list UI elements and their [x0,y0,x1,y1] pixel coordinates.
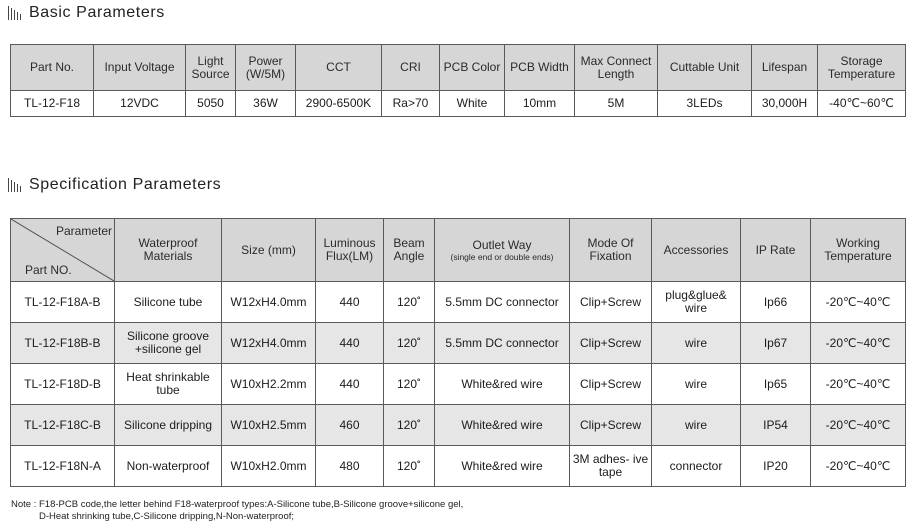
table-cell: W10xH2.2mm [222,364,316,405]
table-cell: Ra>70 [382,91,440,117]
table-cell: TL-12-F18D-B [11,364,115,405]
table-cell: 2900-6500K [296,91,382,117]
table-cell: Heat shrinkable tube [115,364,222,405]
table-cell: Clip+Screw [570,364,652,405]
header-cell: Waterproof Materials [115,219,222,282]
table-cell: Silicone groove +silicone gel [115,323,222,364]
table-row [11,323,906,364]
header-cell: Cuttable Unit [658,45,752,91]
table-cell: wire [652,405,741,446]
header-cell: IP Rate [741,219,811,282]
header-cell: Light Source [186,45,236,91]
footnote [11,499,463,523]
table-cell: White&red wire [435,364,570,405]
table-cell: TL-12-F18 [11,91,94,117]
table-cell: -20℃~40℃ [811,364,906,405]
table-cell: TL-12-F18B-B [11,323,115,364]
table-cell: connector [652,446,741,487]
table-cell: Ip67 [741,323,811,364]
table-cell: 5.5mm DC connector [435,282,570,323]
table-cell: 120˚ [384,323,435,364]
outlet-way-label: Outlet Way [472,237,532,252]
table-cell: 3LEDs [658,91,752,117]
table-cell: 5050 [186,91,236,117]
table-cell: 120˚ [384,446,435,487]
header-cell: CCT [296,45,382,91]
table-cell: Non-waterproof [115,446,222,487]
table-cell: TL-12-F18A-B [11,282,115,323]
footnote-line: D-Heat shrinking tube,C-Silicone dripping,N-Non-waterproof; [39,511,295,522]
table-row [11,282,906,323]
section-title: Specification Parameters [29,176,222,193]
table-cell: W10xH2.0mm [222,446,316,487]
table-cell: 460 [316,405,384,446]
header-cell: Luminous Flux(LM) [316,219,384,282]
table-cell: Clip+Screw [570,282,652,323]
table-cell: 3M adhes- ive tape [570,446,652,487]
header-cell: Power (W/5M) [236,45,296,91]
part-no-label: Part NO. [25,263,72,277]
outlet-way-sublabel: (single end or double ends) [450,251,554,262]
table-cell: W12xH4.0mm [222,282,316,323]
table-cell: wire [652,364,741,405]
table-cell: 120˚ [384,364,435,405]
table-cell: White [440,91,505,117]
table-cell: plug&glue& wire [652,282,741,323]
table-cell: 5.5mm DC connector [435,323,570,364]
table-cell: -20℃~40℃ [811,446,906,487]
table-cell: wire [652,323,741,364]
table-row [11,405,906,446]
table-cell: -20℃~40℃ [811,282,906,323]
header-cell: Input Voltage [94,45,186,91]
outlet-way-header [435,219,570,282]
bar-lines-icon [8,6,21,20]
table-cell: 120˚ [384,405,435,446]
table-cell: 36W [236,91,296,117]
header-cell: Max Connect Length [575,45,658,91]
header-cell: Part No. [11,45,94,91]
header-cell: PCB Color [440,45,505,91]
table-cell: 440 [316,323,384,364]
footnote-line: Note : F18-PCB code,the letter behind F18-waterproof types:A-Silicone tube,B-Silicone groove+silicone gel, [11,499,464,510]
header-cell: Accessories [652,219,741,282]
table-cell: TL-12-F18C-B [11,405,115,446]
table-cell: IP54 [741,405,811,446]
header-cell: Size (mm) [222,219,316,282]
table-row [11,364,906,405]
table-cell: -40℃~60℃ [818,91,906,117]
section-title: Basic Parameters [29,4,165,21]
table-cell: Clip+Screw [570,323,652,364]
basic-parameters-table [10,44,906,117]
table-cell: 480 [316,446,384,487]
table-cell: Ip66 [741,282,811,323]
table-cell: Silicone dripping [115,405,222,446]
header-cell: Lifespan [752,45,818,91]
table-cell: Ip65 [741,364,811,405]
bar-lines-icon [8,178,21,192]
specification-parameters-heading [8,176,221,194]
table-row [11,446,906,487]
table-cell: White&red wire [435,446,570,487]
header-cell: Beam Angle [384,219,435,282]
header-cell: Working Temperature [811,219,906,282]
table-cell: White&red wire [435,405,570,446]
table-cell: IP20 [741,446,811,487]
table-cell: 5M [575,91,658,117]
header-cell: CRI [382,45,440,91]
table-cell: W10xH2.5mm [222,405,316,446]
basic-parameters-heading [8,4,165,22]
diagonal-header-cell [11,219,115,282]
table-cell: Clip+Screw [570,405,652,446]
table-cell: Silicone tube [115,282,222,323]
table-cell: W12xH4.0mm [222,323,316,364]
table-cell: 10mm [505,91,575,117]
table-cell: 120˚ [384,282,435,323]
table-cell: TL-12-F18N-A [11,446,115,487]
parameter-label: Parameter [55,224,112,238]
header-cell: PCB Width [505,45,575,91]
table-cell: 440 [316,364,384,405]
table-cell: -20℃~40℃ [811,405,906,446]
table-cell: -20℃~40℃ [811,323,906,364]
specification-parameters-table [10,218,906,487]
table-row [11,91,906,117]
table-cell: 12VDC [94,91,186,117]
table-cell: 440 [316,282,384,323]
header-cell: Mode Of Fixation [570,219,652,282]
header-cell: Storage Temperature [818,45,906,91]
table-cell: 30,000H [752,91,818,117]
